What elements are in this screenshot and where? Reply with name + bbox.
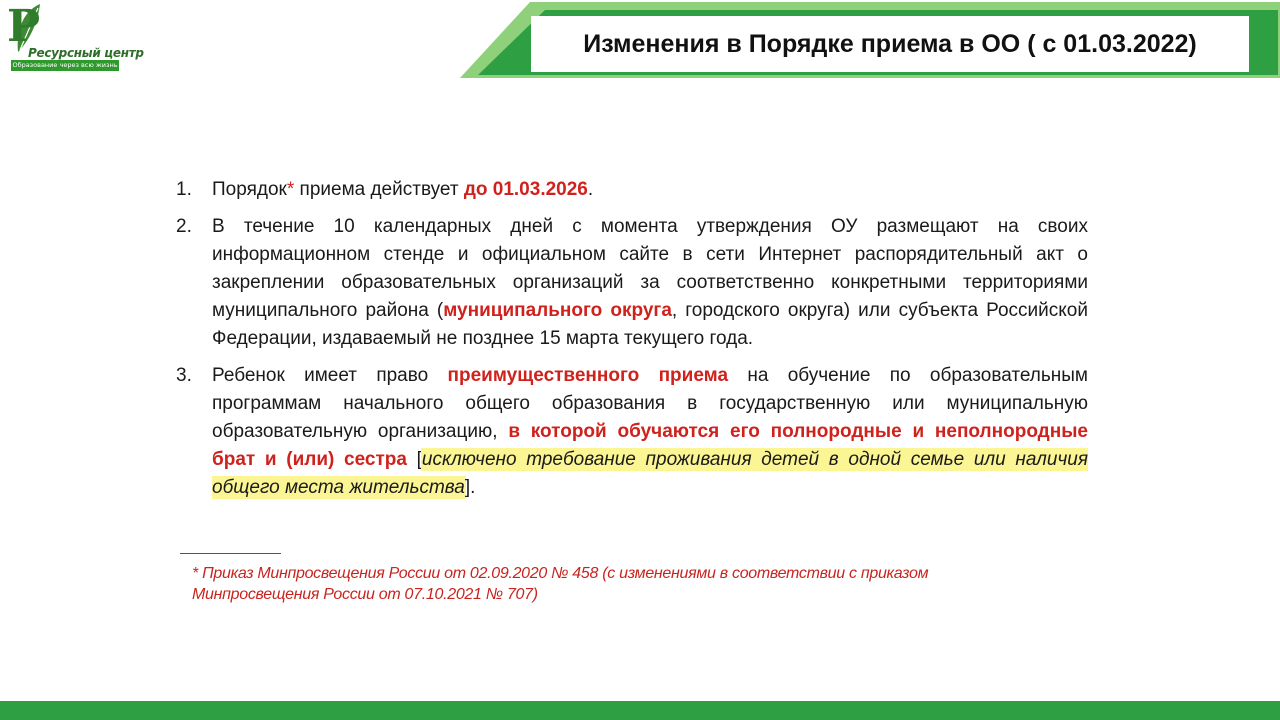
list-item-2 [176,213,1088,353]
footnote-text: * Приказ Минпросвещения России от 02.09.2020 № 458 (с изменениями в соответствии с приказом Минпросвещения России от 07.10.2021 № 707) [192,565,929,603]
item-text: . [587,179,594,200]
item-text: приема действует [294,179,464,200]
list-item-1 [176,176,1088,204]
header-banner [0,0,1280,80]
item-text: , городского округа) или субъекта Российской Федерации, издаваемый не позднее 15 марта текущего года. [212,300,1088,349]
bottom-bar [0,701,1280,720]
item-text: ]. [464,477,476,498]
logo-letter: Р [7,1,41,52]
main-content [176,176,1088,511]
resource-center-logo [4,1,144,72]
emphasis-text: преимущественного приема [447,365,729,386]
highlighted-note: исключено требование проживания детей в одной семье или наличия общего места жительства [212,449,1088,498]
item-text: на обучение по образовательным программам начального общего образования в государственную или муниципальную образовательную организацию, [212,365,1088,442]
item-number: 3. [176,365,192,386]
item-number: 2. [176,216,192,237]
deadline-date: до 01.03.2026 [463,179,588,200]
item-number: 1. [176,179,192,200]
points-list [176,176,1088,502]
logo-name: Ресурсный центр [28,46,144,60]
footnote-asterisk: * [286,179,295,200]
item-text: Порядок [212,179,287,200]
list-item-3 [176,362,1088,502]
footnote-divider [180,553,281,554]
emphasis-text: муниципального округа [443,300,672,321]
item-text: В течение 10 календарных дней с момента утверждения ОУ размещают на своих информационном стенде и официальном сайте в сети Интернет распорядительный акт о закреплении образовательных организаций за соответственно конкретными территориями муниципального района ( [212,216,1088,321]
logo-tagline: Образование через всю жизнь [12,61,118,69]
item-text: [ [406,449,422,470]
item-text: Ребенок имеет право [212,365,448,386]
page-title: Изменения в Порядке приема в ОО ( с 01.03.2022) [583,29,1197,58]
emphasis-text: в которой обучаются его полнородные и неполнородные брат и (или) сестра [212,421,1089,470]
